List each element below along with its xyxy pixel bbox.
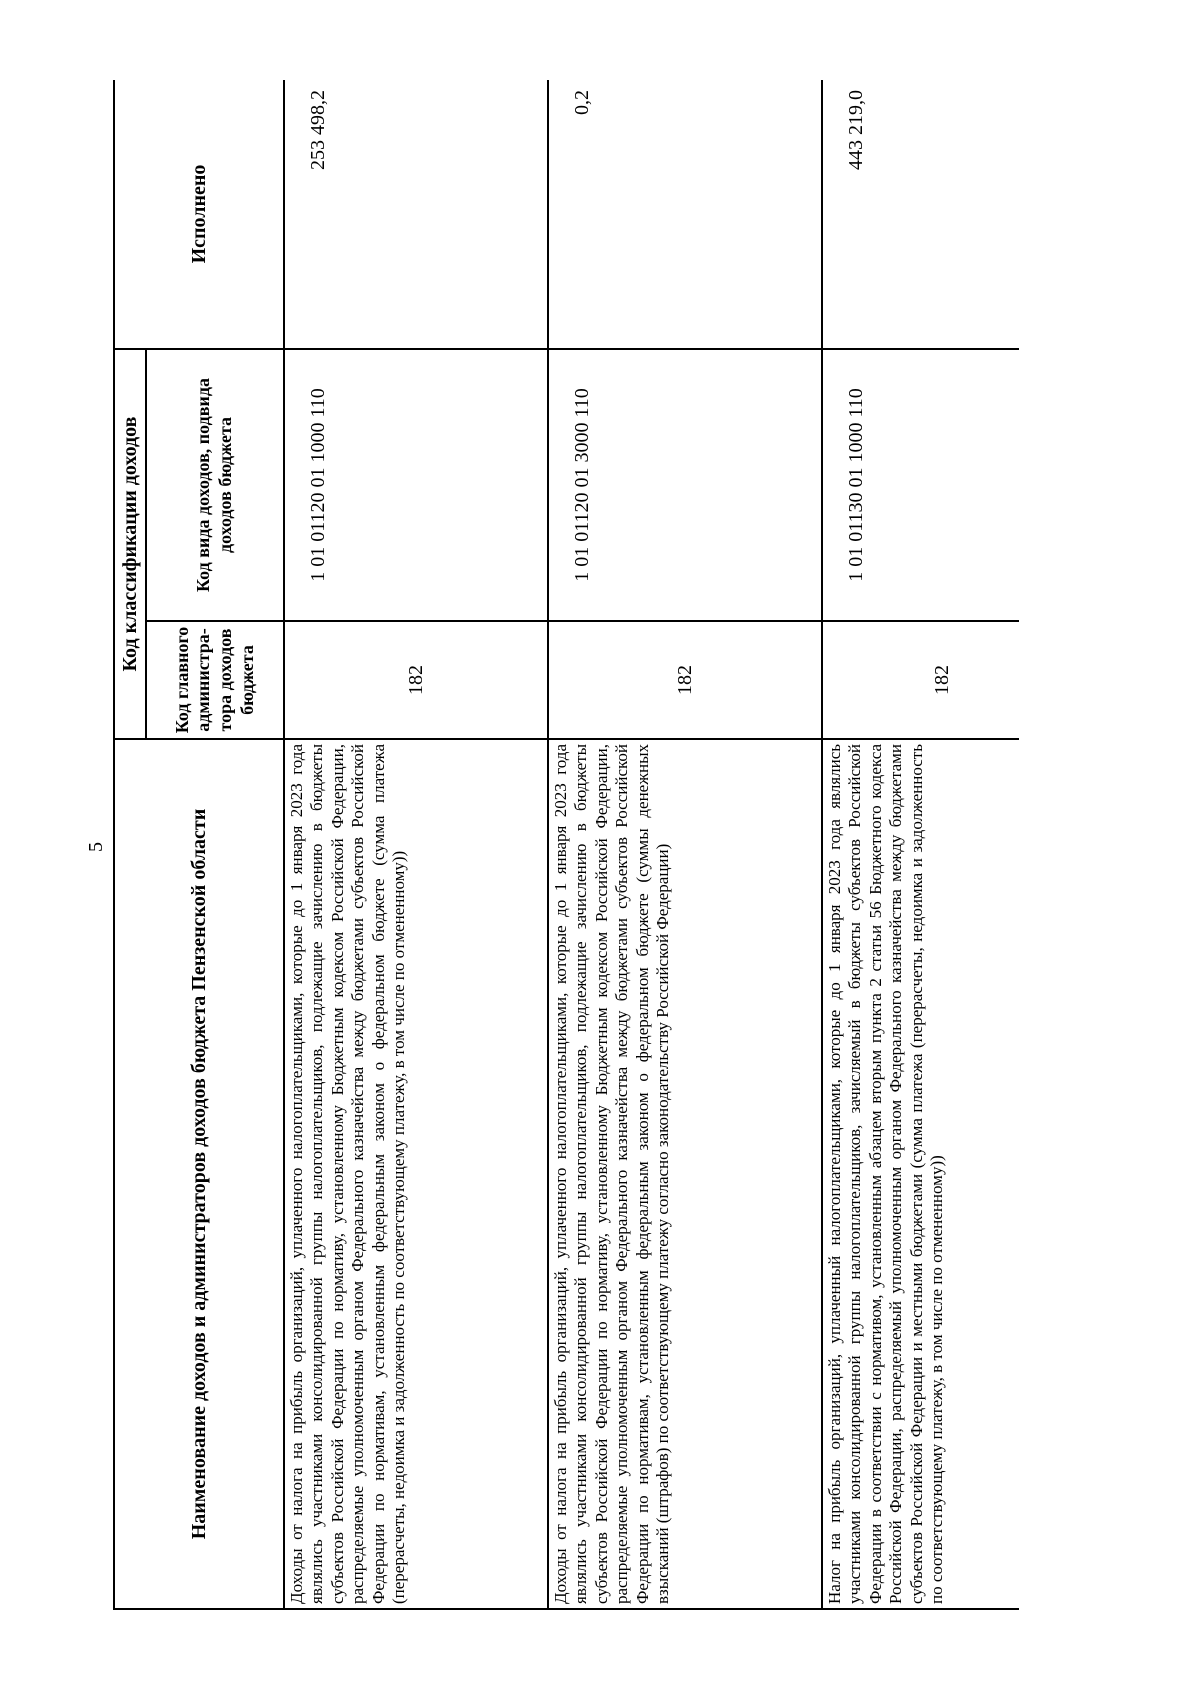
- row-income-code: 1 01 01120 01 1000 110: [284, 349, 548, 621]
- table-row: [284, 80, 548, 1609]
- row-name: Налог на прибыль организаций, уплаченный налогоплательщиками, которые до 1 января 2023 года являлись участниками консолидированной группы налогоплательщиков, зачисляемый в бюджеты субъектов Российской Федерации в соответствии с нормативом, установленным абзацем вторым пункта 2 статьи 56 Бюджетного кодекса Российской Федерации, распределяемый уполномоченным органом Федерального казначейства между бюджетами субъектов Российской Федерации и местными бюджетами (сумма платежа (перерасчеты, недоимка и задолженность по соответствующему платежу, в том числе по отмененному)): [822, 739, 1019, 1609]
- row-executed: 253 498,2: [284, 80, 548, 349]
- revenue-classification-table: [113, 80, 1019, 1610]
- header-classification-group: Код классификации доходов: [114, 349, 146, 739]
- row-name: Доходы от налога на прибыль организаций, уплаченного налогоплательщиками, которые до 1 января 2023 года являлись участниками консолидированной группы налогоплательщиков, подлежащие зачислению в бюджеты субъектов Российской Федерации по нормативу, установленному Бюджетным кодексом Российской Федерации, распределяемые уполномоченным органом Федерального казначейства между бюджетами субъектов Российской Федерации по нормативам, установленным федеральным законом о федеральном бюджете (суммы денежных взысканий (штрафов) по соответствующему платежу согласно законодательству Российской Федерации): [548, 739, 822, 1609]
- row-admin-code: 182: [548, 621, 822, 739]
- row-name: Доходы от налога на прибыль организаций, уплаченного налогоплательщиками, которые до 1 января 2023 года являлись участниками консолидированной группы налогоплательщиков, подлежащие зачислению в бюджеты субъектов Российской Федерации по нормативу, установленному Бюджетным кодексом Российской Федерации, распределяемые уполномоченным органом Федерального казначейства между бюджетами субъектов Российской Федерации по нормативам, установленным федеральным законом о федеральном бюджете (сумма платежа (перерасчеты, недоимка и задолженность по соответствующему платежу, в том числе по отмененному)): [284, 739, 548, 1609]
- header-executed: Исполнено: [114, 80, 284, 349]
- row-admin-code: 182: [284, 621, 548, 739]
- rotated-table-container: [113, 80, 1019, 1610]
- row-income-code: 1 01 01130 01 1000 110: [822, 349, 1019, 621]
- header-income-type-code: Код вида доходов, подвида доходов бюджета: [146, 349, 284, 621]
- table-viewport: [113, 80, 1019, 1610]
- header-admin-code: Код главного администра-тора доходов бюджета: [146, 621, 284, 739]
- row-admin-code: 182: [822, 621, 1019, 739]
- table-row: [548, 80, 822, 1609]
- row-executed: 443 219,0: [822, 80, 1019, 349]
- row-executed: 0,2: [548, 80, 822, 349]
- page-number: 5: [85, 842, 107, 852]
- header-name: Наименование доходов и администраторов доходов бюджета Пензенской области: [114, 739, 284, 1609]
- table-row: [822, 80, 1019, 1609]
- table-header-row: [114, 80, 146, 1609]
- row-income-code: 1 01 01120 01 3000 110: [548, 349, 822, 621]
